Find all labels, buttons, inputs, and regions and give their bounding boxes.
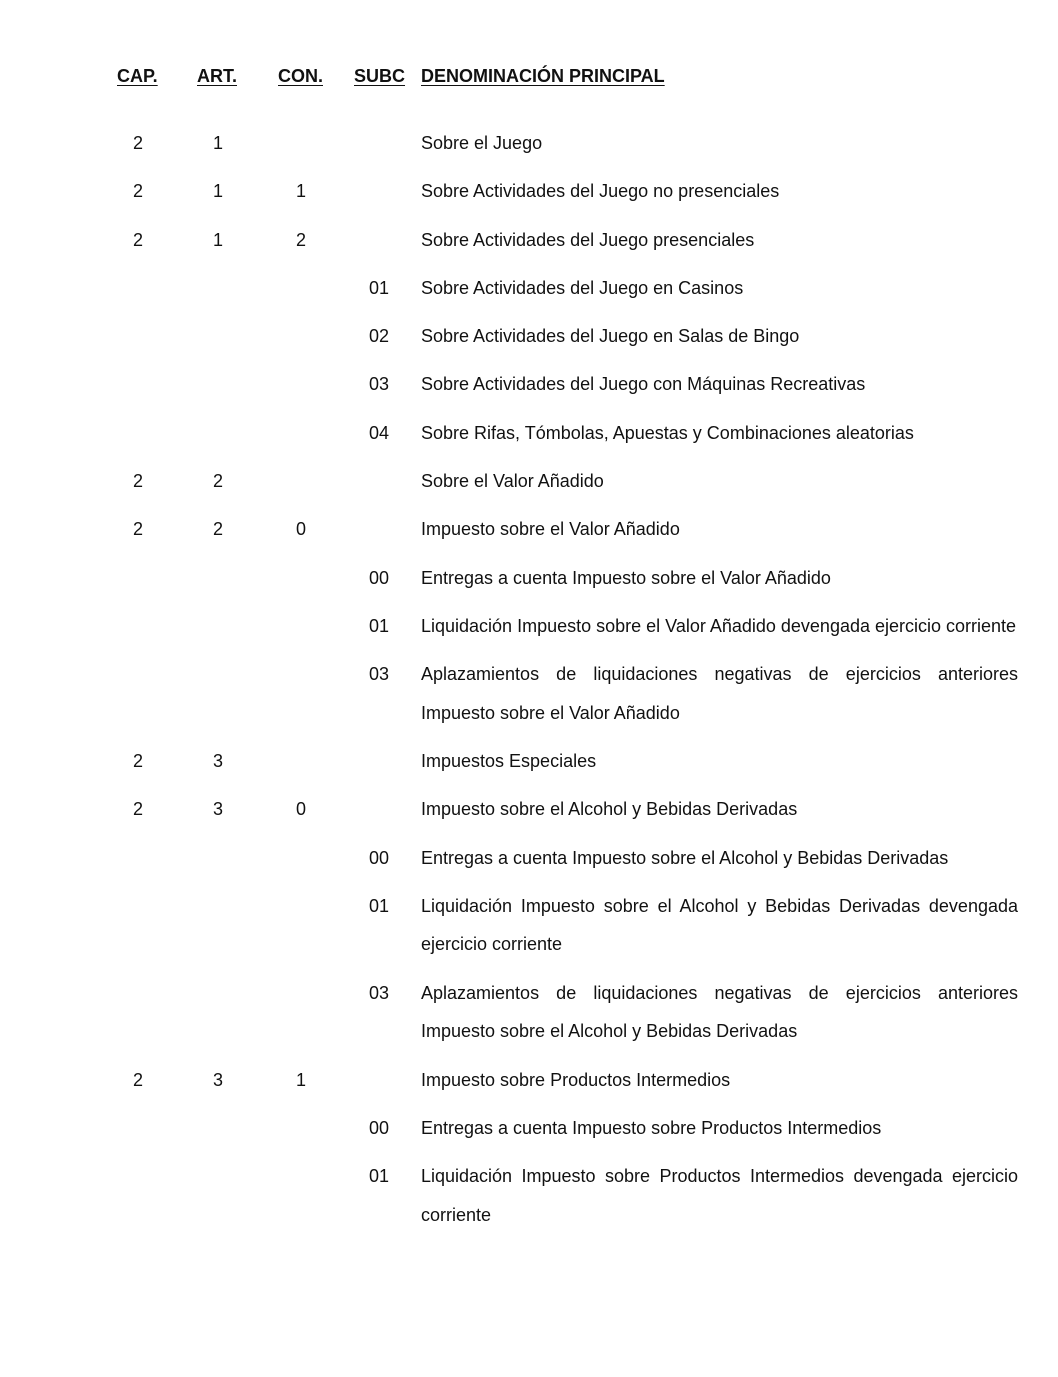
row-denominacion: Impuesto sobre Productos Intermedios	[421, 1069, 731, 1090]
table-row	[0, 365, 1058, 404]
row-art: 3	[212, 799, 223, 820]
row-denominacion: Liquidación Impuesto sobre Productos Intermedios devengada ejercicio corriente	[421, 1166, 1018, 1225]
row-art: 3	[212, 751, 223, 772]
row-denominacion: Sobre Actividades del Juego presenciales	[421, 229, 755, 250]
row-con: 1	[295, 1069, 306, 1090]
row-subc: 03	[368, 374, 390, 395]
row-denominacion: Liquidación Impuesto sobre el Alcohol y Bebidas Derivadas devengada ejercicio corriente	[421, 895, 1018, 955]
row-cap: 2	[132, 471, 143, 492]
header-denominacion: DENOMINACIÓN PRINCIPAL	[421, 66, 665, 86]
row-subc: 01	[368, 277, 390, 298]
table-row	[0, 655, 1058, 732]
row-subc: 02	[368, 326, 390, 347]
table-row	[0, 839, 1058, 878]
table-row	[0, 887, 1058, 964]
table-row	[0, 1109, 1058, 1148]
row-subc: 01	[368, 895, 390, 916]
table-row	[0, 317, 1058, 356]
row-art: 3	[212, 1069, 223, 1090]
row-subc: 00	[368, 1117, 390, 1138]
row-cap: 2	[132, 751, 143, 772]
row-cap: 2	[132, 1069, 143, 1090]
table-header	[0, 66, 1058, 92]
table-row	[0, 1061, 1058, 1100]
row-subc: 01	[368, 1166, 390, 1187]
table-row	[0, 974, 1058, 1051]
header-con: CON.	[278, 66, 323, 86]
row-subc: 01	[368, 615, 390, 636]
table-row	[0, 462, 1058, 501]
row-denominacion: Entregas a cuenta Impuesto sobre el Alcohol y Bebidas Derivadas	[421, 847, 949, 868]
table-row	[0, 790, 1058, 829]
row-art: 1	[212, 229, 223, 250]
row-cap: 2	[132, 181, 143, 202]
table-row	[0, 742, 1058, 781]
row-denominacion: Sobre Actividades del Juego en Casinos	[421, 277, 744, 298]
row-denominacion: Aplazamientos de liquidaciones negativas de ejercicios anteriores Impuesto sobre el Alcohol y Bebidas Derivadas	[421, 982, 1018, 1042]
row-denominacion: Entregas a cuenta Impuesto sobre el Valor Añadido	[421, 567, 831, 588]
table-row	[0, 172, 1058, 211]
row-denominacion: Liquidación Impuesto sobre el Valor Añadido devengada ejercicio corriente	[421, 615, 1017, 636]
table-row	[0, 559, 1058, 598]
table-row	[0, 269, 1058, 308]
row-art: 1	[212, 181, 223, 202]
row-art: 1	[212, 133, 223, 153]
table-body	[0, 124, 1058, 1244]
row-cap: 2	[132, 133, 143, 153]
table-row	[0, 221, 1058, 260]
row-con: 0	[295, 799, 306, 820]
row-subc: 03	[368, 664, 390, 685]
table-row	[0, 124, 1058, 163]
row-con: 0	[295, 519, 306, 540]
row-con: 1	[295, 181, 306, 202]
row-subc: 00	[368, 847, 390, 868]
row-subc: 03	[368, 982, 390, 1003]
row-denominacion: Sobre Actividades del Juego en Salas de Bingo	[421, 326, 800, 347]
row-cap: 2	[132, 229, 143, 250]
row-denominacion: Sobre Actividades del Juego con Máquinas Recreativas	[421, 374, 866, 395]
row-cap: 2	[132, 799, 143, 820]
table-row	[0, 607, 1058, 646]
row-denominacion: Sobre el Juego	[421, 133, 543, 153]
row-denominacion: Sobre Actividades del Juego no presenciales	[421, 181, 780, 202]
row-denominacion: Impuestos Especiales	[421, 751, 597, 772]
row-denominacion: Sobre el Valor Añadido	[421, 471, 604, 492]
header-cap: CAP.	[117, 66, 158, 86]
header-art: ART.	[197, 66, 237, 86]
row-subc: 00	[368, 567, 390, 588]
row-denominacion: Entregas a cuenta Impuesto sobre Productos Intermedios	[421, 1117, 882, 1138]
table-row	[0, 414, 1058, 453]
table-row	[0, 510, 1058, 549]
header-subc: SUBC	[354, 66, 406, 86]
row-denominacion: Sobre Rifas, Tómbolas, Apuestas y Combinaciones aleatorias	[421, 422, 914, 443]
row-art: 2	[212, 519, 223, 540]
row-cap: 2	[132, 519, 143, 540]
row-subc: 04	[368, 422, 390, 443]
row-denominacion: Impuesto sobre el Alcohol y Bebidas Derivadas	[421, 799, 798, 820]
row-denominacion: Aplazamientos de liquidaciones negativas de ejercicios anteriores Impuesto sobre el Valor Añadido	[421, 664, 1018, 723]
row-denominacion: Impuesto sobre el Valor Añadido	[421, 519, 680, 540]
table-row	[0, 1157, 1058, 1234]
row-art: 2	[212, 471, 223, 492]
row-con: 2	[295, 229, 306, 250]
